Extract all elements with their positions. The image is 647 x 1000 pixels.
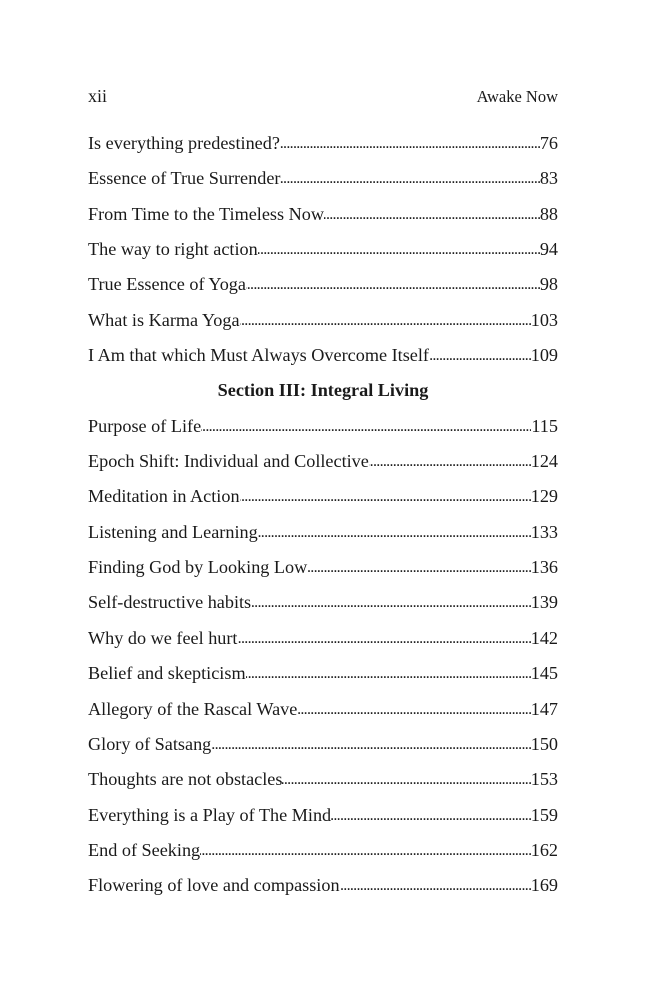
toc-entry[interactable]	[88, 727, 558, 762]
toc-entry-title: Listening and Learning	[88, 521, 258, 542]
toc-entry-title: Epoch Shift: Individual and Collective	[88, 451, 369, 472]
dot-leader	[331, 798, 531, 833]
dot-leader	[307, 550, 530, 585]
toc-entry-page: 76	[539, 133, 558, 153]
toc-entry-title: Finding God by Looking Low	[88, 557, 308, 578]
toc-entry-title: I Am that which Must Always Overcome Itself	[88, 345, 429, 366]
toc-entry[interactable]	[88, 585, 558, 620]
dot-leader	[258, 515, 531, 550]
dot-leader	[282, 762, 530, 797]
toc-entry-page: 145	[530, 663, 558, 684]
running-title: Awake Now	[476, 87, 558, 106]
dot-leader	[297, 692, 530, 727]
toc-entry-page: 115	[531, 415, 558, 436]
toc-entry-title: Purpose of Life	[88, 415, 202, 436]
toc-entry[interactable]	[88, 126, 558, 161]
dot-leader	[280, 161, 539, 196]
toc-entry-page: 136	[530, 557, 558, 578]
toc-entry-page: 129	[530, 486, 558, 507]
toc-entry[interactable]	[88, 798, 558, 833]
toc-entry[interactable]	[88, 338, 558, 373]
toc-entry[interactable]	[88, 868, 558, 903]
toc-entry-title: Self-destructive habits	[88, 592, 252, 613]
toc-entry-page: 169	[530, 875, 558, 896]
toc-entry-title: Flowering of love and compassion	[88, 875, 340, 896]
toc-entry-title: Why do we feel hurt	[88, 627, 238, 648]
toc-entry[interactable]	[88, 161, 558, 196]
toc-entry-title: Essence of True Surrender	[88, 168, 281, 189]
dot-leader	[251, 585, 531, 620]
toc-entry-page: 109	[530, 345, 558, 366]
toc-entry-title: Meditation in Action	[88, 486, 240, 507]
dot-leader	[246, 656, 531, 691]
toc-entry-page: 103	[530, 309, 558, 330]
toc-entry-title: Thoughts are not obstacles	[88, 769, 283, 790]
toc-entry[interactable]	[88, 409, 558, 444]
toc-entry-page: 142	[530, 627, 558, 648]
dot-leader	[258, 232, 540, 267]
toc-entry[interactable]	[88, 303, 558, 338]
toc-entry[interactable]	[88, 762, 558, 797]
page-number: xii	[88, 86, 108, 106]
page-header	[88, 86, 558, 107]
toc-entry-page: 88	[539, 203, 558, 224]
toc-entry[interactable]	[88, 656, 558, 691]
toc-entry[interactable]	[88, 479, 558, 514]
toc-entry-page: 83	[539, 168, 558, 189]
dot-leader	[240, 479, 531, 514]
table-of-contents	[88, 126, 558, 904]
toc-entry-title: Belief and skepticism	[88, 663, 246, 684]
toc-entry-title: What is Karma Yoga	[88, 309, 240, 330]
dot-leader	[240, 303, 531, 338]
toc-entry-page: 124	[530, 451, 558, 472]
toc-entry-page: 147	[530, 698, 558, 719]
dot-leader	[246, 267, 540, 302]
toc-entry[interactable]	[88, 833, 558, 868]
toc-entry-title: From Time to the Timeless Now	[88, 203, 324, 224]
toc-entry-page: 159	[530, 804, 558, 825]
dot-leader	[211, 727, 530, 762]
toc-entry-page: 153	[530, 769, 558, 790]
toc-entry[interactable]	[88, 444, 558, 479]
toc-entry-title: End of Seeking	[88, 839, 201, 860]
dot-leader	[201, 409, 531, 444]
dot-leader	[238, 621, 531, 656]
dot-leader	[429, 338, 531, 373]
section-heading: Section III: Integral Living	[217, 380, 429, 401]
toc-entry-page: 94	[539, 239, 558, 260]
toc-entry-page: 150	[530, 733, 558, 754]
toc-entry-title: Allegory of the Rascal Wave	[88, 698, 298, 719]
toc-entry-title: Is everything predestined?	[88, 133, 280, 153]
toc-entry[interactable]	[88, 621, 558, 656]
toc-entry[interactable]	[88, 692, 558, 727]
toc-entry[interactable]	[88, 197, 558, 232]
toc-entry[interactable]	[88, 267, 558, 302]
toc-entry[interactable]	[88, 550, 558, 585]
dot-leader	[369, 444, 531, 479]
toc-entry-page: 139	[530, 592, 558, 613]
dot-leader	[340, 868, 531, 903]
toc-entry[interactable]	[88, 515, 558, 550]
toc-entry-title: Glory of Satsang	[88, 733, 212, 754]
toc-entry-title: True Essence of Yoga	[88, 274, 246, 295]
toc-entry-page: 133	[530, 521, 558, 542]
dot-leader	[200, 833, 531, 868]
dot-leader	[324, 197, 540, 232]
toc-entry-title: Everything is a Play of The Mind	[88, 804, 332, 825]
dot-leader	[280, 126, 540, 161]
toc-entry-title: The way to right action	[88, 239, 258, 260]
toc-entry[interactable]	[88, 232, 558, 267]
toc-entry-page: 98	[539, 274, 558, 295]
toc-entry-page: 162	[530, 839, 558, 860]
